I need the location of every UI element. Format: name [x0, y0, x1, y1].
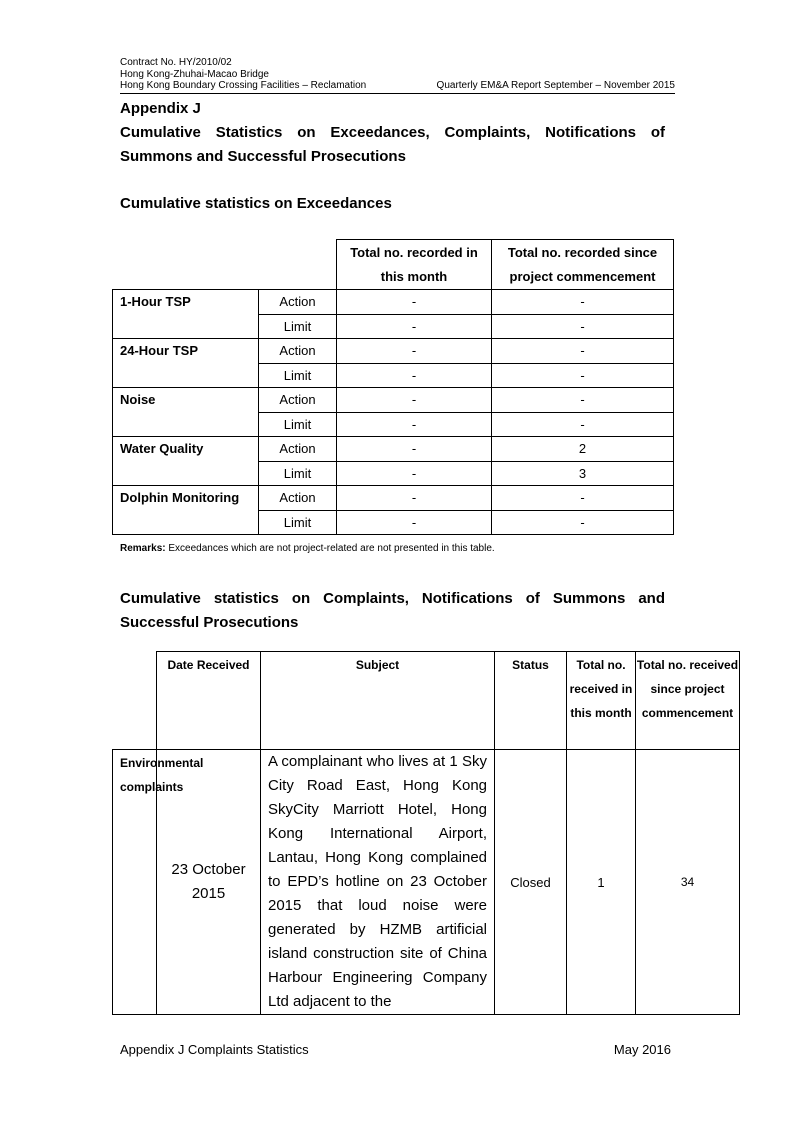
- header-rule-line: [120, 80, 675, 94]
- subject-cell: A complainant who lives at 1 Sky City Road East, Hong Kong SkyCity Marriott Hotel, Hong Kong International Airport, Lantau, Hong Kong complained to EPD’s hotline on 23 October 2015 that loud noise were generated by HZMB artificial island construction site of China Harbour Engineering Company Ltd adjacent to the: [261, 750, 495, 1015]
- level-cell: Limit: [259, 412, 337, 437]
- month-count-cell: -: [337, 510, 492, 535]
- table-row: [113, 388, 674, 413]
- col-header-date: Date Received: [157, 652, 261, 750]
- month-count-cell: -: [337, 412, 492, 437]
- month-count-cell: -: [337, 290, 492, 315]
- complaints-table: [112, 651, 740, 1015]
- total-count-cell: -: [492, 314, 674, 339]
- status-cell: Closed: [495, 750, 567, 1015]
- month-count-cell: -: [337, 486, 492, 511]
- project-name: Hong Kong-Zhuhai-Macao Bridge: [120, 68, 269, 80]
- month-count-cell: -: [337, 461, 492, 486]
- remarks-label: Remarks:: [120, 543, 166, 554]
- col-header-total: Total no. received since project commencement: [636, 652, 740, 750]
- parameter-cell: Dolphin Monitoring: [113, 486, 259, 535]
- footer-date: May 2016: [613, 1042, 671, 1057]
- page-footer: [120, 1042, 671, 1057]
- table-row: [113, 290, 674, 315]
- parameter-cell: 24-Hour TSP: [113, 339, 259, 388]
- document-title: Cumulative Statistics on Exceedances, Complaints, Notifications of Summons and Successful Prosecutions: [120, 124, 665, 165]
- level-cell: Action: [259, 339, 337, 364]
- table-row: [113, 750, 740, 1015]
- level-cell: Limit: [259, 510, 337, 535]
- remarks-note: [120, 543, 495, 554]
- table-row: [113, 437, 674, 462]
- exceedances-table: [112, 239, 674, 535]
- exceedances-heading: Cumulative statistics on Exceedances: [120, 195, 392, 212]
- exceedances-header-row: [113, 240, 674, 290]
- footer-left: Appendix J Complaints Statistics: [120, 1042, 309, 1057]
- total-count-cell: 2: [492, 437, 674, 462]
- level-cell: Limit: [259, 461, 337, 486]
- complaints-header-row: [113, 652, 740, 750]
- level-cell: Limit: [259, 314, 337, 339]
- project-subtitle: Hong Kong Boundary Crossing Facilities – Reclamation: [120, 80, 367, 91]
- level-cell: Action: [259, 437, 337, 462]
- parameter-cell: 1-Hour TSP: [113, 290, 259, 339]
- col-header-month: Total no. received in this month: [567, 652, 636, 750]
- total-count-cell: -: [492, 363, 674, 388]
- level-cell: Action: [259, 290, 337, 315]
- contract-number: Contract No. HY/2010/02: [120, 57, 232, 68]
- total-count-cell: -: [492, 412, 674, 437]
- total-count-cell: 3: [492, 461, 674, 486]
- report-name: Quarterly EM&A Report September – November 2015: [436, 80, 675, 91]
- month-count-cell: -: [337, 339, 492, 364]
- col-header-total: Total no. recorded since project commencement: [492, 240, 674, 290]
- total-count-cell: -: [492, 339, 674, 364]
- col-header-subject: Subject: [261, 652, 495, 750]
- parameter-cell: Noise: [113, 388, 259, 437]
- month-count-cell: 1: [567, 750, 636, 1015]
- total-count-cell: -: [492, 290, 674, 315]
- empty-header-cell: [113, 652, 157, 750]
- level-cell: Limit: [259, 363, 337, 388]
- total-count-cell: -: [492, 510, 674, 535]
- month-count-cell: -: [337, 314, 492, 339]
- month-count-cell: -: [337, 437, 492, 462]
- total-count-cell: 34: [636, 750, 740, 1015]
- page-header: [120, 57, 675, 94]
- level-cell: Action: [259, 486, 337, 511]
- table-row: [113, 486, 674, 511]
- remarks-text: Exceedances which are not project-related are not presented in this table.: [168, 543, 495, 554]
- table-row: [113, 339, 674, 364]
- date-received-cell: 23 October 2015: [157, 750, 261, 1015]
- level-cell: Action: [259, 388, 337, 413]
- total-count-cell: -: [492, 486, 674, 511]
- total-count-cell: -: [492, 388, 674, 413]
- col-header-month: Total no. recorded in this month: [337, 240, 492, 290]
- col-header-status: Status: [495, 652, 567, 750]
- month-count-cell: -: [337, 388, 492, 413]
- empty-header-cell: [113, 240, 337, 290]
- category-cell: Environmental complaints: [113, 750, 157, 1015]
- month-count-cell: -: [337, 363, 492, 388]
- parameter-cell: Water Quality: [113, 437, 259, 486]
- complaints-heading: Cumulative statistics on Complaints, Notifications of Summons and Successful Prosecutions: [120, 590, 665, 631]
- appendix-label: Appendix J: [120, 100, 201, 117]
